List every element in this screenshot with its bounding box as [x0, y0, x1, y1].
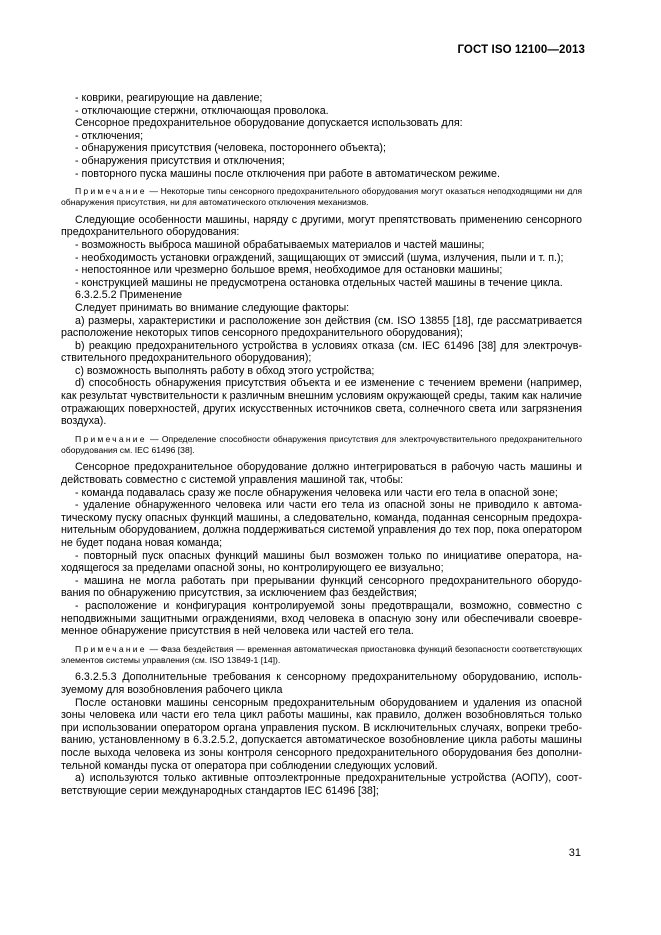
page-number: 31: [568, 847, 581, 859]
body-paragraph: Следует принимать во внимание следующие факторы:: [75, 301, 350, 314]
list-item: - отключения;: [75, 129, 144, 142]
standard-header: ГОСТ ISO 12100—2013: [457, 44, 585, 56]
note-paragraph: [61, 644, 582, 666]
page-body: [61, 92, 582, 797]
body-paragraph: a) размеры, характеристики и расположение зон действия (см. ISO 13855 [18], где рассматривается расположение некоторых типов сенсорного предохранительного оборудования);: [61, 314, 582, 340]
note-text: — Определение способности обнаружения присутствия для электрочувствительного предохранительного оборудования см. IEC 61496 [38].: [61, 433, 582, 455]
list-item: - повторного пуска машины после отключения при работе в автоматическом режиме.: [75, 167, 500, 180]
body-paragraph: b) реакцию предохранительного устройства в условиях отказа (см. IEC 61496 [38] для электрочувствительного предохранительного оборудования);: [61, 339, 582, 365]
list-item: - команда подавалась сразу же после обнаружения человека или части его тела в опасной зоне;: [75, 486, 558, 499]
body-paragraph: Следующие особенности машины, наряду с другими, могут препятствовать применению сенсорного предохранительного оборудования:: [61, 213, 582, 239]
body-paragraph: 6.3.2.5.3 Дополнительные требования к сенсорному предохранительному оборудованию, используемому для возобновления рабочего цикла: [61, 671, 582, 696]
list-item: - повторный пуск опасных функций машины был возможен только по инициативе оператора, находящегося за пределами опасной зоны, но контролирующего ее визуально;: [61, 549, 582, 575]
list-item: - возможность выброса машиной обрабатываемых материалов и частей машины;: [75, 238, 485, 251]
body-paragraph: а) используются только активные оптоэлектронные предохранительные устройства (АОПУ), соответствующие серии международных стандартов IEC 61496 [38];: [61, 772, 582, 797]
body-paragraph: c) возможность выполнять работу в обход этого устройства;: [75, 364, 375, 377]
note-label: Примечание: [75, 433, 147, 444]
body-paragraph: Сенсорное предохранительное оборудование должно интегрироваться в рабочую часть машины и действовать совместно с системой управления машиной так, чтобы:: [61, 461, 582, 487]
note-text: — Некоторые типы сенсорного предохранительного оборудования могут оказаться неподходящими ни для обнаружения присутствия, ни для автоматического отключения механизмов.: [61, 186, 582, 207]
list-item: - необходимость установки ограждений, защищающих от эмиссий (шума, излучения, пыли и т. п.);: [75, 251, 564, 264]
list-item: - конструкцией машины не предусмотрена остановка отдельных частей машины в течение цикла.: [75, 276, 563, 289]
list-item: - расположение и конфигурация контролируемой зоны предотвращали, возможно, совместно с неподвижными защитными ограждениями, вход человека в опасную зону или обеспечивали своевременное обнаружение присутствия в ней человека или частей его тела.: [61, 599, 582, 638]
list-item: - машина не могла работать при прерывании функций сенсорного предохранительного оборудования по обнаружению присутствия, за исключением фаз бездействия;: [61, 574, 582, 600]
body-paragraph: d) способность обнаружения присутствия объекта и ее изменение с течением времени (например, как результат чувствительности к различным внешним условиям окружающей среды, таким как наличие отражающих поверхностей, других искусственных источников света, солнечного света или загрязнения воздуха).: [61, 377, 582, 428]
body-paragraph: Сенсорное предохранительное оборудование допускается использовать для:: [75, 117, 463, 130]
list-item: - коврики, реагирующие на давление;: [75, 92, 263, 104]
note-label: Примечание: [75, 186, 147, 197]
list-item: - обнаружения присутствия и отключения;: [75, 154, 285, 167]
list-item: - отключающие стержни, отключающая проволока.: [75, 104, 329, 117]
note-paragraph: [61, 434, 582, 456]
note-text: — Фаза бездействия — временная автоматическая приостановка функций безопасности соответствующих элементов системы управления (см. ISO 13849-1 [14]).: [61, 643, 582, 665]
note-paragraph: [61, 186, 582, 208]
note-label: Примечание: [75, 643, 147, 654]
body-paragraph: После остановки машины сенсорным предохранительным оборудованием и удаления из опасной зоны человека или части его тела цикл работы машины, как правило, должен возобновляться только при использовании оператором органа управления пуском. В исключительных случаях, вопреки требованию, установленному в 6.3.2.5.2, допускается автоматическое возобновление цикла работы машины после выхода человека из зоны контроля сенсорного предохранительного оборудования без дополнительной команды пуска от оператора при соблюдении следующих условий.: [61, 696, 582, 772]
body-paragraph: 6.3.2.5.2 Применение: [75, 289, 183, 302]
list-item: - обнаружения присутствия (человека, постороннего объекта);: [75, 142, 386, 155]
list-item: - непостоянное или чрезмерно большое время, необходимое для остановки машины;: [75, 264, 503, 277]
list-item: - удаление обнаруженного человека или части его тела из опасной зоны не приводило к автоматическому пуску опасных функций машины, а следовательно, команда, поданная сенсорным предохранительным оборудованием, должна поддерживаться системой управления до тех пор, пока оператором не будет подана новая команда;: [61, 499, 582, 549]
